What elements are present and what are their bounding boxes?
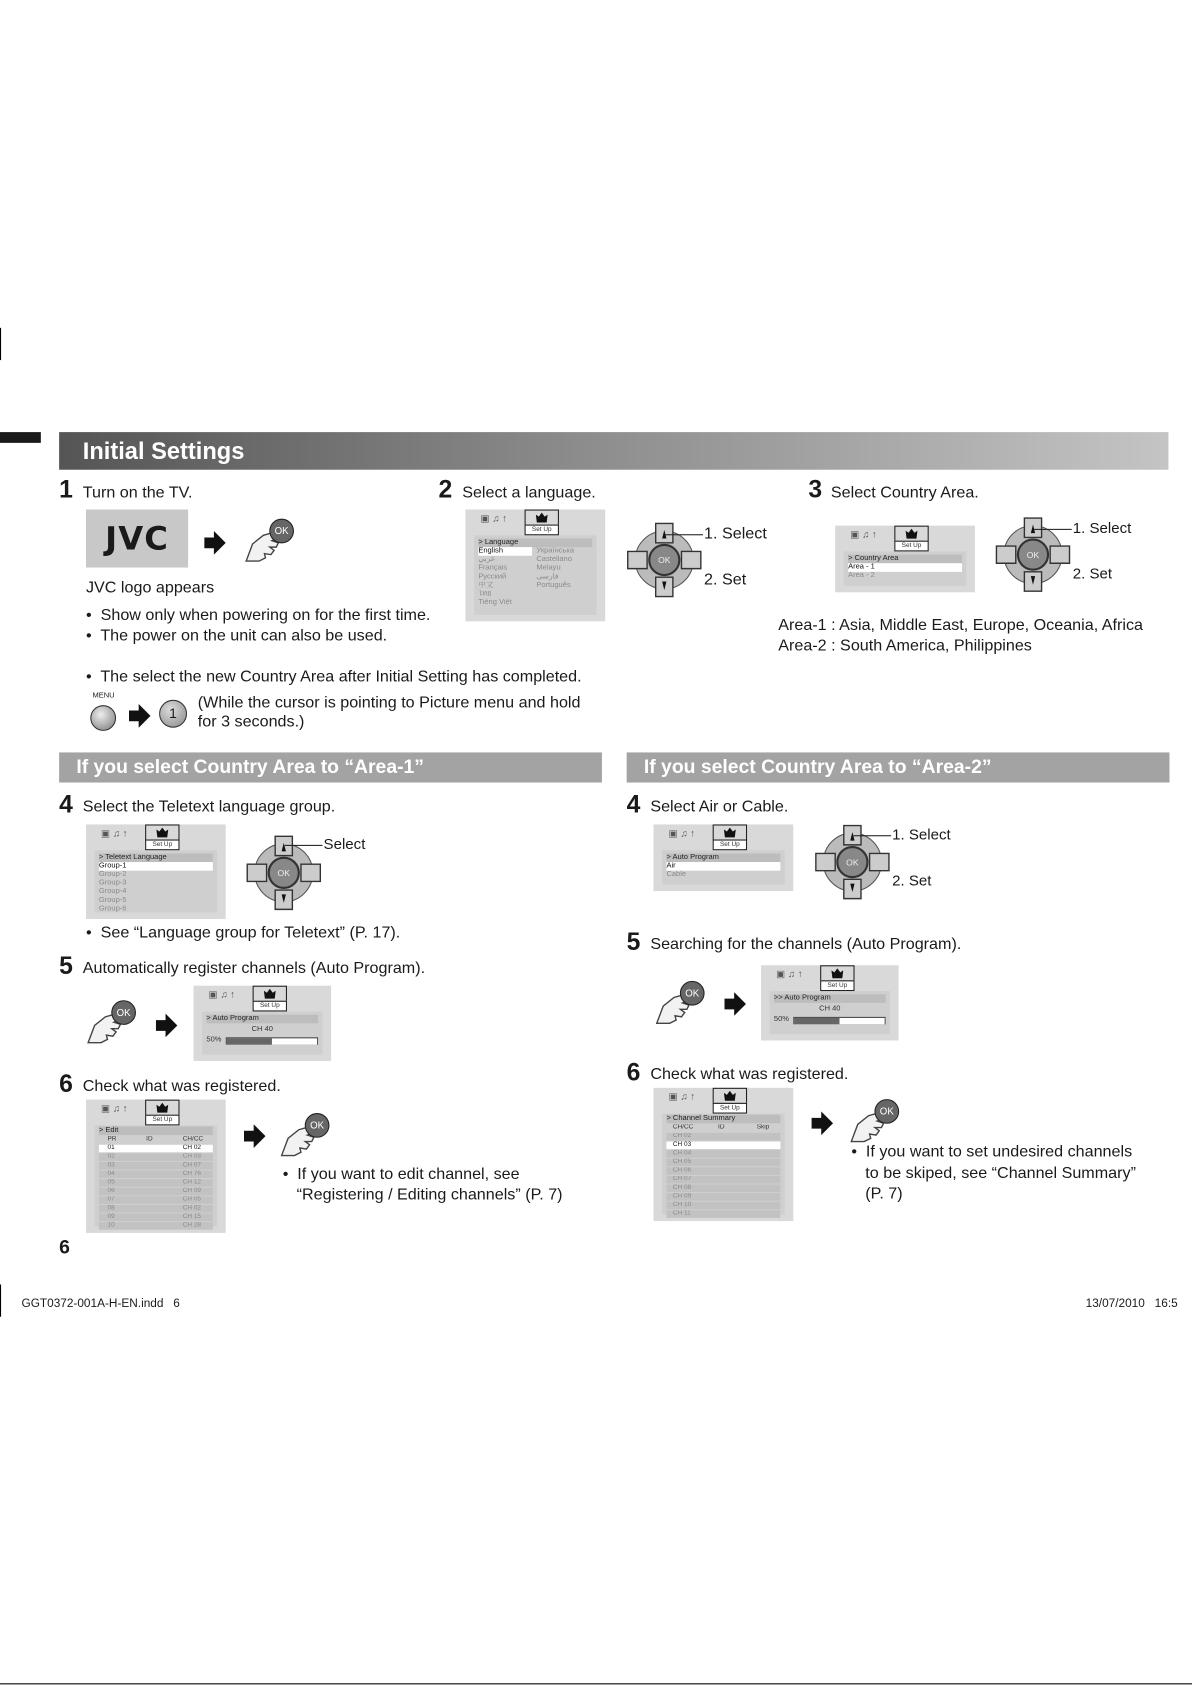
menu-row: Group-2 [98,870,127,879]
menu-row: Group-1 [99,862,213,871]
section-tab-marker [0,432,41,443]
auto-program-menu-screen [193,986,331,1061]
table-cell: CH 06 [672,1167,692,1174]
menu-row: Group-6 [98,905,127,913]
menu-body [474,535,597,615]
table-cell: CH 15 [182,1213,202,1221]
jvc-logo-screen [86,510,188,568]
bullet: • The select the new Country Area after Initial Setting has completed. [85,667,582,686]
ok-press-icon [84,1000,140,1053]
setup-tab-label: Set Up [713,1103,747,1114]
arrow-right-icon [724,992,745,1021]
area-1-banner [59,752,602,782]
table-cell: 07 [107,1196,115,1203]
select-label: 1. Select [892,825,951,843]
menu-body [202,1011,322,1054]
step-text: Select the Teletext language group. [82,797,336,816]
table-cell: CH 09 [182,1187,202,1195]
bullet: • See “Language group for Teletext” (P. 17). [85,923,401,942]
number-1-key-icon: 1 [159,700,187,728]
section-banner [59,432,1168,470]
setup-icon [830,967,845,979]
area-2-description: Area-2 : South America, Philippines [778,636,1032,655]
leader-line [1034,529,1072,530]
table-row [99,1222,213,1230]
bullet-cont: (P. 7) [865,1184,903,1203]
ok-press-icon [652,980,708,1033]
crop-mark [0,328,1,360]
menu-row: English [478,547,532,556]
progress-percent: 50% [773,1015,789,1024]
menu-title: > Channel Summary [666,1115,780,1124]
column-header: CH/CC [672,1124,694,1131]
table-row [99,1196,213,1204]
menu-body [95,1125,218,1229]
progress-bar [226,1037,318,1045]
table-row [99,1153,213,1161]
table-row [99,1179,213,1187]
table-cell: CH 05 [672,1158,692,1166]
menu-button-icon [90,705,116,731]
menu-row: Area - 1 [848,563,962,572]
menu-row: Português [536,581,571,590]
menu-row: 中文 [478,581,494,590]
table-cell: CH 02 [182,1204,202,1212]
setup-tab-label: Set Up [820,980,854,991]
select-label: 1. Select [704,524,767,543]
setup-tab-label: Set Up [145,839,179,850]
setup-tab [713,1088,747,1112]
select-label: 1. Select [1072,519,1132,537]
menu-row: عربي [478,555,496,564]
step-number: 5 [626,927,641,956]
menu-row: Français [478,564,508,572]
menu-tab-icons: ▣ ♫ ↑ [668,827,696,839]
area-2-banner [627,752,1170,782]
menu-body [770,991,890,1034]
menu-title: > Teletext Language [99,853,213,862]
jvc-logo: JVC [105,520,169,558]
arrow-right-icon [129,704,150,733]
leader-line [665,534,703,535]
table-cell: CH 03 [672,1141,692,1148]
column-header: ID [146,1136,153,1143]
setup-tab [713,824,747,849]
ok-press-icon [277,1113,333,1166]
menu-body [662,850,785,884]
menu-button-label: MENU [92,692,115,700]
svg-text:OK: OK [846,857,859,868]
menu-row: Cable [666,870,687,879]
menu-row: فارسی [536,572,559,581]
crop-mark [0,1285,1,1317]
table-cell: CH 02 [672,1132,692,1140]
progress-bar [793,1017,885,1025]
table-row [666,1167,780,1175]
step-number: 3 [808,475,823,504]
setup-tab [525,510,559,534]
table-cell: 10 [107,1222,115,1229]
menu-tab-icons: ▣ ♫ ↑ [850,528,877,540]
table-cell: 09 [107,1213,115,1221]
step-number: 6 [626,1057,641,1086]
logo-caption: JVC logo appears [85,578,215,597]
area-1-description: Area-1 : Asia, Middle East, Europe, Oceania, Africa [778,615,1143,635]
bullet: • If you want to set undesired channels [851,1142,1133,1161]
table-row [99,1205,213,1213]
menu-tab-icons: ▣ ♫ ↑ [480,512,508,524]
table-cell: 05 [107,1179,115,1186]
auto-program-menu-screen [761,965,899,1040]
menu-tab-icons: ▣ ♫ ↑ [668,1091,696,1102]
set-label: 2. Set [704,570,747,590]
menu-row [206,1036,318,1045]
step-text: Turn on the TV. [82,483,193,502]
menu-body [844,551,967,585]
step-text: Select Country Area. [830,483,979,502]
hold-note: (While the cursor is pointing to Picture menu and hold [197,693,581,712]
table-row [99,1162,213,1170]
footer-date: 13/07/2010 16:5 [1085,1297,1178,1311]
menu-tab-icons: ▣ ♫ ↑ [776,968,803,980]
step-number: 4 [59,790,73,818]
bullet: • If you want to edit channel, see [282,1165,520,1184]
setup-icon [155,1102,170,1114]
svg-text:OK: OK [658,555,671,566]
menu-body [95,850,218,912]
table-row [99,1145,213,1153]
table-cell: CH 08 [672,1184,692,1191]
menu-title: > Country Area [848,555,962,564]
step-number: 2 [438,475,453,504]
progress-fill [794,1018,839,1024]
table-cell: CH 09 [672,1193,692,1200]
bullet: • The power on the unit can also be used. [85,626,388,645]
svg-text:OK: OK [116,1007,131,1019]
table-cell: CH 12 [182,1179,202,1186]
setup-tab [894,526,928,550]
menu-row: Русский [478,572,507,581]
table-row [666,1176,780,1184]
bullet-cont: “Registering / Editing channels” (P. 7) [296,1185,563,1204]
step-number: 4 [626,790,641,818]
menu-title: > Auto Program [666,853,780,862]
setup-icon [722,827,737,839]
setup-icon [155,827,170,839]
page-edge-line [0,1683,1192,1684]
menu-body [662,1114,785,1215]
section-title: Initial Settings [82,437,245,465]
bullet: • Show only when powering on for the first time. [85,606,431,625]
setup-tab-label: Set Up [253,1001,287,1012]
svg-text:OK: OK [310,1120,325,1132]
arrow-right-icon [244,1124,265,1153]
setup-tab [145,824,179,849]
menu-row: Українська [536,547,575,555]
hold-note: for 3 seconds.) [197,712,305,731]
air-cable-menu-screen [654,824,794,891]
step-text: Select Air or Cable. [650,797,789,816]
svg-text:OK: OK [685,988,700,1000]
ok-press-icon [242,518,298,571]
step-text: Searching for the channels (Auto Program). [650,935,962,954]
menu-tab-icons: ▣ ♫ ↑ [101,1102,128,1114]
footer-filename: GGT0372-001A-H-EN.indd 6 [21,1297,180,1311]
step-number: 5 [59,951,73,980]
progress-fill [227,1038,272,1044]
menu-title: > Auto Program [206,1015,318,1024]
step-text: Check what was registered. [650,1065,849,1084]
column-header: CH/CC [182,1136,204,1143]
setup-tab [253,986,287,1010]
menu-title: > Language [478,539,592,548]
table-cell: CH 03 [182,1153,202,1160]
bullet-cont: to be skiped, see “Channel Summary” [865,1164,1136,1183]
setup-tab-label: Set Up [525,525,559,536]
leader-line [285,845,323,846]
setup-tab [145,1100,179,1124]
table-row [99,1188,213,1196]
menu-row: CH 40 [251,1025,273,1033]
table-cell: CH 11 [672,1210,691,1217]
arrow-right-icon [156,1014,177,1043]
set-label: 2. Set [1072,564,1113,582]
menu-row: Melayu [536,564,561,572]
language-menu-screen [465,510,605,622]
setup-icon [904,528,919,540]
svg-text:OK: OK [879,1106,894,1118]
arrow-right-icon [812,1111,833,1140]
table-cell: CH 05 [182,1196,202,1203]
table-row [666,1142,780,1150]
menu-title: >> Auto Program [774,994,886,1003]
menu-row: Area - 2 [848,571,875,580]
table-row [666,1193,780,1201]
step-number: 6 [59,1069,73,1098]
step-number: 1 [59,475,73,504]
setup-icon [262,988,277,1000]
channel-summary-menu-screen [654,1088,794,1221]
table-row [666,1133,780,1141]
menu-tab-icons: ▣ ♫ ↑ [101,827,128,839]
menu-row: Tiếng Việt [478,598,512,607]
set-label: 2. Set [892,871,932,889]
teletext-menu-screen [86,824,226,919]
column-header: PR [107,1136,117,1143]
table-row [666,1210,780,1218]
table-row [666,1159,780,1167]
menu-tab-icons: ▣ ♫ ↑ [208,988,236,1000]
svg-text:OK: OK [1026,549,1040,560]
table-cell: 04 [107,1170,115,1178]
table-header [666,1124,780,1132]
leader-line [853,835,891,836]
column-header: ID [718,1124,725,1131]
step-text: Check what was registered. [82,1077,281,1096]
arrow-right-icon [204,531,225,560]
table-cell: 03 [107,1161,115,1169]
setup-tab-label: Set Up [713,839,747,850]
setup-icon [722,1090,737,1102]
table-cell: 01 [107,1144,115,1152]
table-cell: 08 [107,1204,115,1212]
menu-row: CH 40 [819,1005,841,1013]
table-row [99,1171,213,1179]
svg-text:OK: OK [274,526,289,538]
progress-percent: 50% [206,1036,222,1044]
setup-tab [820,965,854,989]
menu-row [774,1016,886,1025]
menu-row: ไทย [478,590,492,598]
table-cell: 02 [107,1153,115,1160]
table-header [99,1136,213,1144]
table-row [666,1150,780,1158]
menu-row: Group-3 [98,879,127,887]
step-text: Automatically register channels (Auto Program). [82,958,426,978]
menu-row: Group-4 [98,887,127,896]
menu-row: Castellano [536,555,572,564]
table-cell: CH 28 [182,1222,202,1229]
table-cell: CH 02 [182,1144,202,1152]
menu-title: > Edit [99,1126,213,1135]
table-row [666,1202,780,1210]
menu-row: Group-5 [98,896,127,904]
table-cell: CH 04 [672,1150,692,1157]
area-1-title: If you select Country Area to “Area-1” [76,755,424,778]
step-text: Select a language. [462,483,596,502]
edit-menu-screen [86,1100,226,1233]
setup-icon [534,512,549,524]
table-cell: CH 10 [672,1201,692,1209]
area-2-title: If you select Country Area to “Area-2” [643,755,992,778]
table-cell: CH 07 [182,1161,202,1169]
dpad-icon [245,834,322,917]
page-number: 6 [59,1236,70,1258]
table-row [99,1214,213,1222]
table-cell: 06 [107,1187,115,1195]
menu-row: Air [666,862,780,871]
svg-text:OK: OK [277,868,290,879]
setup-tab-label: Set Up [145,1115,179,1126]
setup-tab-label: Set Up [894,541,928,552]
table-cell: CH 76 [182,1170,202,1178]
column-header: Skip [756,1124,770,1131]
select-label: Select [323,835,366,853]
table-row [666,1185,780,1193]
country-area-menu-screen [835,526,975,593]
table-cell: CH 07 [672,1175,692,1183]
